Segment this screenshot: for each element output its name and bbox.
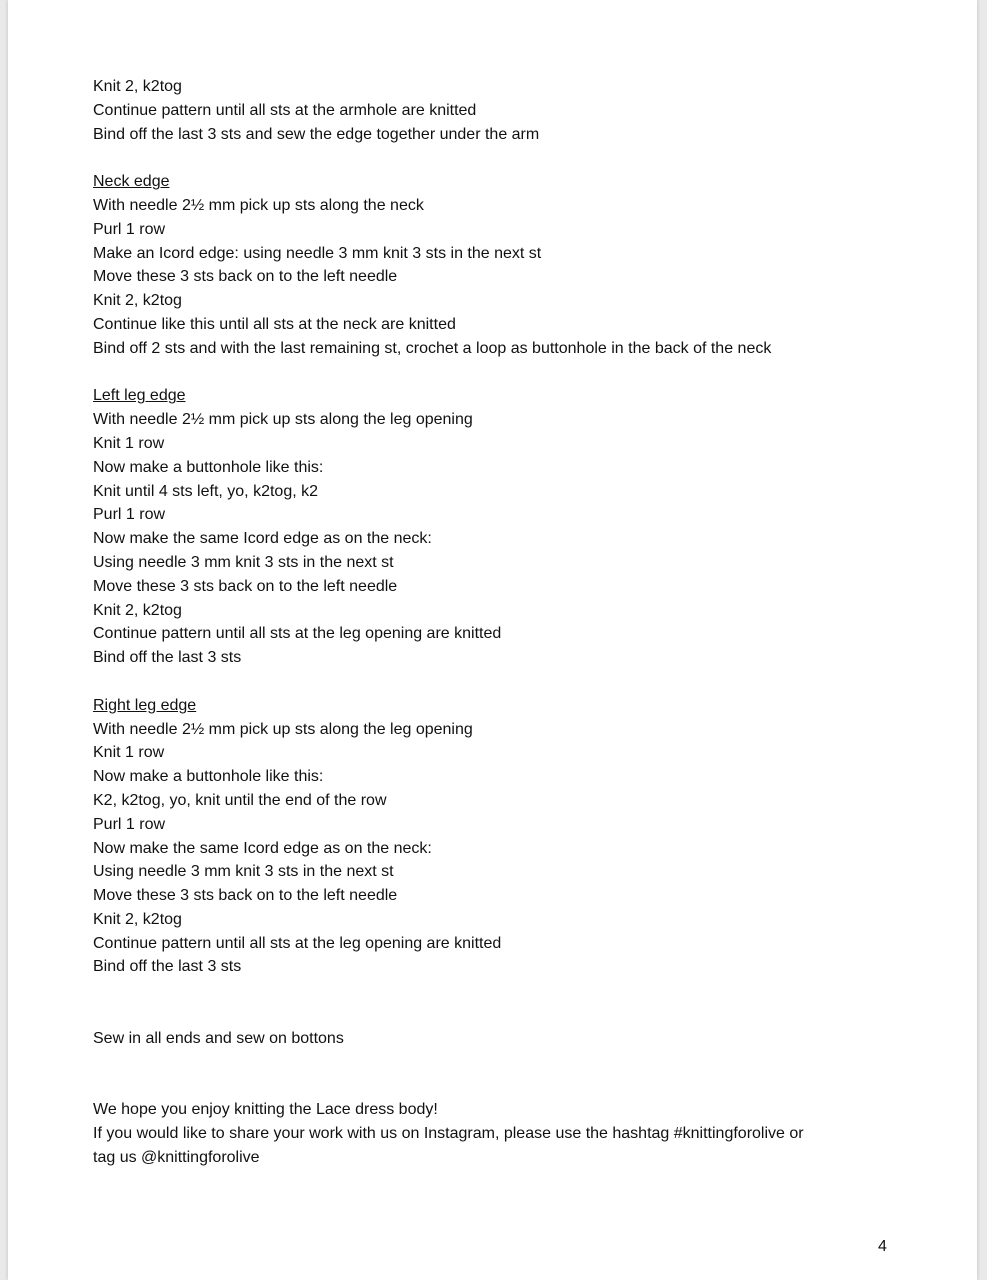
instruction-line: Now make a buttonhole like this:: [93, 768, 324, 786]
instruction-line: Purl 1 row: [93, 815, 166, 833]
instruction-line: Purl 1 row: [93, 220, 166, 238]
instruction-line: With needle 2½ mm pick up sts along the neck: [93, 196, 424, 214]
section-heading-neck-edge: Neck edge: [93, 173, 170, 191]
left-leg-edge-section: [93, 384, 873, 670]
closing-section: [93, 1098, 873, 1169]
instruction-line: Knit 2, k2tog: [93, 910, 182, 928]
instruction-line: Using needle 3 mm knit 3 sts in the next st: [93, 553, 394, 571]
instruction-line: Knit 2, k2tog: [93, 292, 182, 310]
instruction-line: Move these 3 sts back on to the left needle: [93, 887, 398, 905]
instruction-line: Knit 2, k2tog: [93, 78, 182, 95]
instruction-line: Using needle 3 mm knit 3 sts in the next st: [93, 863, 394, 881]
closing-line: tag us @knittingforolive: [93, 1148, 260, 1166]
instruction-line: Move these 3 sts back on to the left needle: [93, 577, 398, 595]
instruction-line: Continue pattern until all sts at the armhole are knitted: [93, 101, 477, 119]
closing-line: If you would like to share your work with us on Instagram, please use the hashtag #knittingforolive or: [93, 1125, 804, 1143]
section-heading-left-leg-edge: Left leg edge: [93, 387, 186, 405]
instruction-line: Move these 3 sts back on to the left needle: [93, 268, 398, 286]
page-content: [93, 75, 873, 1170]
instruction-line: Continue pattern until all sts at the leg opening are knitted: [93, 934, 502, 952]
instruction-line: Knit 1 row: [93, 744, 165, 762]
section-heading-right-leg-edge: Right leg edge: [93, 696, 197, 714]
instruction-line: Purl 1 row: [93, 506, 166, 524]
finishing-instruction: Sew in all ends and sew on bottons: [93, 1029, 344, 1047]
page-number: 4: [878, 1238, 887, 1255]
instruction-line: With needle 2½ mm pick up sts along the leg opening: [93, 720, 473, 738]
instruction-line: Bind off the last 3 sts: [93, 649, 242, 667]
instruction-line: K2, k2tog, yo, knit until the end of the row: [93, 791, 387, 809]
instruction-line: Make an Icord edge: using needle 3 mm knit 3 sts in the next st: [93, 244, 542, 262]
closing-line: We hope you enjoy knitting the Lace dress body!: [93, 1101, 438, 1119]
instruction-line: Knit until 4 sts left, yo, k2tog, k2: [93, 482, 318, 500]
instruction-line: Bind off the last 3 sts and sew the edge together under the arm: [93, 125, 540, 143]
intro-section: [93, 75, 873, 146]
instruction-line: Knit 2, k2tog: [93, 601, 182, 619]
instruction-line: Bind off the last 3 sts: [93, 958, 242, 976]
instruction-line: With needle 2½ mm pick up sts along the leg opening: [93, 411, 473, 429]
instruction-line: Now make the same Icord edge as on the neck:: [93, 839, 432, 857]
instruction-line: Bind off 2 sts and with the last remaining st, crochet a loop as buttonhole in the back of the neck: [93, 339, 772, 357]
instruction-line: Now make the same Icord edge as on the neck:: [93, 530, 432, 548]
instruction-line: Continue like this until all sts at the neck are knitted: [93, 315, 456, 333]
document-page: [8, 0, 977, 1280]
instruction-line: Continue pattern until all sts at the leg opening are knitted: [93, 625, 502, 643]
neck-edge-section: [93, 170, 873, 360]
instruction-line: Now make a buttonhole like this:: [93, 458, 324, 476]
right-leg-edge-section: [93, 694, 873, 980]
instruction-line: Knit 1 row: [93, 434, 165, 452]
